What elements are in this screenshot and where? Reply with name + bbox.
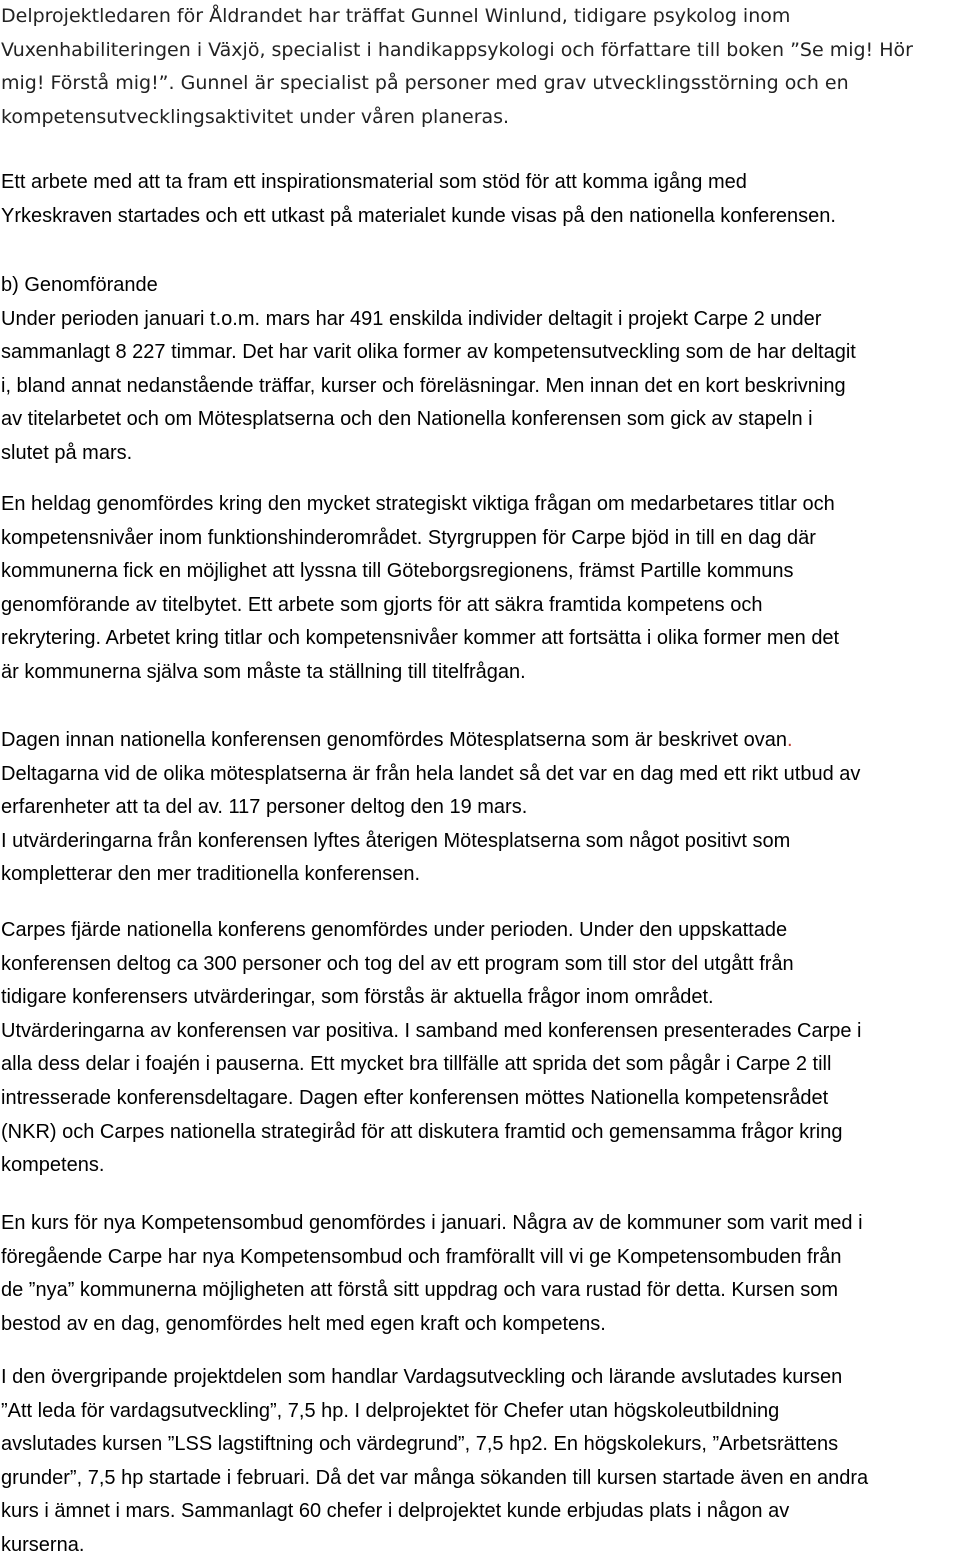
text-line: alla dess delar i foajén i pauserna. Ett mycket bra tillfälle att sprida det som pågår i Carpe 2 till <box>1 1053 832 1076</box>
trailing-mark: . <box>787 729 793 751</box>
text-line: kompetensnivåer inom funktionshinderområdet. Styrgruppen för Carpe bjöd in till en dag där <box>1 526 816 549</box>
text-line: En heldag genomfördes kring den mycket strategiskt viktiga frågan om medarbetares titlar och <box>1 493 835 515</box>
text-line: Utvärderingarna av konferensen var positiva. I samband med konferensen presenterades Carpe i <box>1 1019 862 1042</box>
text-line: kurs i ämnet i mars. Sammanlagt 60 chefer i delprojektet kunde erbjudas plats i någon av <box>1 1500 790 1523</box>
text-line: kompetensutvecklingsaktivitet under våren planeras. <box>1 105 510 128</box>
paragraph-yrkeskraven <box>1 166 959 233</box>
text-segment: Dagen innan nationella konferensen genomfördes Mötesplatserna som är beskrivet ovan <box>1 729 788 751</box>
text-line: mig! Förstå mig!”. Gunnel är specialist på personer med grav utvecklingsstörning och en <box>1 72 849 95</box>
text-line: av titelarbetet och om Mötesplatserna och den Nationella konferensen som gick av stapeln i <box>1 408 813 431</box>
text-line: tidigare konferensers utvärderingar, som förstås är aktuella frågor inom området. <box>1 986 714 1009</box>
text-line: bestod av en dag, genomfördes helt med egen kraft och kompetens. <box>1 1312 606 1335</box>
text-line: avslutades kursen ”LSS lagstiftning och värdegrund”, 7,5 hp2. En högskolekurs, ”Arbetsrättens <box>1 1433 839 1456</box>
text-line: ”Att leda för vardagsutveckling”, 7,5 hp. I delprojektet för Chefer utan högskoleutbildning <box>1 1399 780 1422</box>
text-line: Delprojektledaren för Åldrandet har träffat Gunnel Winlund, tidigare psykolog inom <box>1 5 791 27</box>
text-line: Ett arbete med att ta fram ett inspirationsmaterial som stöd för att komma igång med <box>1 171 747 193</box>
text-line: Deltagarna vid de olika mötesplatserna är från hela landet så det var en dag med ett rikt utbud av <box>1 762 861 785</box>
paragraph-vardagsutveckling <box>1 1361 959 1563</box>
text-line: intresserade konferensdeltagare. Dagen efter konferensen möttes Nationella kompetensrådet <box>1 1086 829 1109</box>
paragraph-kompetensombud <box>1 1207 959 1341</box>
text-line: föregående Carpe har nya Kompetensombud och framförallt vill vi ge Kompetensombuden från <box>1 1245 842 1268</box>
text-line: rekrytering. Arbetet kring titlar och kompetensnivåer kommer att fortsätta i olika former men det <box>1 627 840 650</box>
text-line: de ”nya” kommunerna möjligheten att förstå sitt uppdrag och vara rustad för detta. Kursen som <box>1 1279 839 1302</box>
text-line: kompetens. <box>1 1154 105 1177</box>
text-line <box>1 724 959 758</box>
text-line: kommunerna fick en möjlighet att lyssna till Göteborgsregionens, främst Partille kommuns <box>1 560 794 583</box>
text-line: erfarenheter att ta del av. 117 personer deltog den 19 mars. <box>1 796 528 819</box>
text-line: i, bland annat nedanstående träffar, kurser och föreläsningar. Men innan det en kort beskrivning <box>1 374 846 397</box>
text-line: kompletterar den mer traditionella konferensen. <box>1 863 421 886</box>
text-line: I utvärderingarna från konferensen lyftes återigen Mötesplatserna som något positivt som <box>1 829 791 852</box>
text-line: grunder”, 7,5 hp startade i februari. Då det var många sökanden till kursen startade även en andra <box>1 1466 869 1489</box>
text-line: (NKR) och Carpes nationella strategiråd för att diskutera framtid och gemensamma frågor kring <box>1 1120 843 1143</box>
text-line: Yrkeskraven startades och ett utkast på materialet kunde visas på den nationella konferensen. <box>1 204 836 227</box>
text-line: Vuxenhabiliteringen i Växjö, specialist i handikappsykologi och författare till boken ”Se mig! Hör <box>1 38 913 61</box>
paragraph-genomforande <box>1 269 959 471</box>
text-line: En kurs för nya Kompetensombud genomfördes i januari. Några av de kommuner som varit med i <box>1 1212 863 1234</box>
text-line: är kommunerna själva som måste ta ställning till titelfrågan. <box>1 660 526 683</box>
section-heading: b) Genomförande <box>1 274 158 296</box>
text-line: slutet på mars. <box>1 441 133 464</box>
paragraph-gunnel-winlund <box>1 0 959 134</box>
paragraph-motesplatserna <box>1 724 959 892</box>
text-line: genomförande av titelbytet. Ett arbete som gjorts för att säkra framtida kompetens och <box>1 593 763 616</box>
text-line: Under perioden januari t.o.m. mars har 491 enskilda individer deltagit i projekt Carpe 2 under <box>1 307 822 330</box>
text-line: I den övergripande projektdelen som handlar Vardagsutveckling och lärande avslutades kursen <box>1 1366 843 1388</box>
text-line: sammanlagt 8 227 timmar. Det har varit olika former av kompetensutveckling som de har deltagit <box>1 341 856 364</box>
text-line: kurserna. <box>1 1533 85 1556</box>
text-line: Carpes fjärde nationella konferens genomfördes under perioden. Under den uppskattade <box>1 919 788 941</box>
paragraph-nationella-konferens <box>1 914 959 1183</box>
paragraph-titlar <box>1 488 959 690</box>
text-line: konferensen deltog ca 300 personer och tog del av ett program som till stor del utgått från <box>1 952 794 975</box>
